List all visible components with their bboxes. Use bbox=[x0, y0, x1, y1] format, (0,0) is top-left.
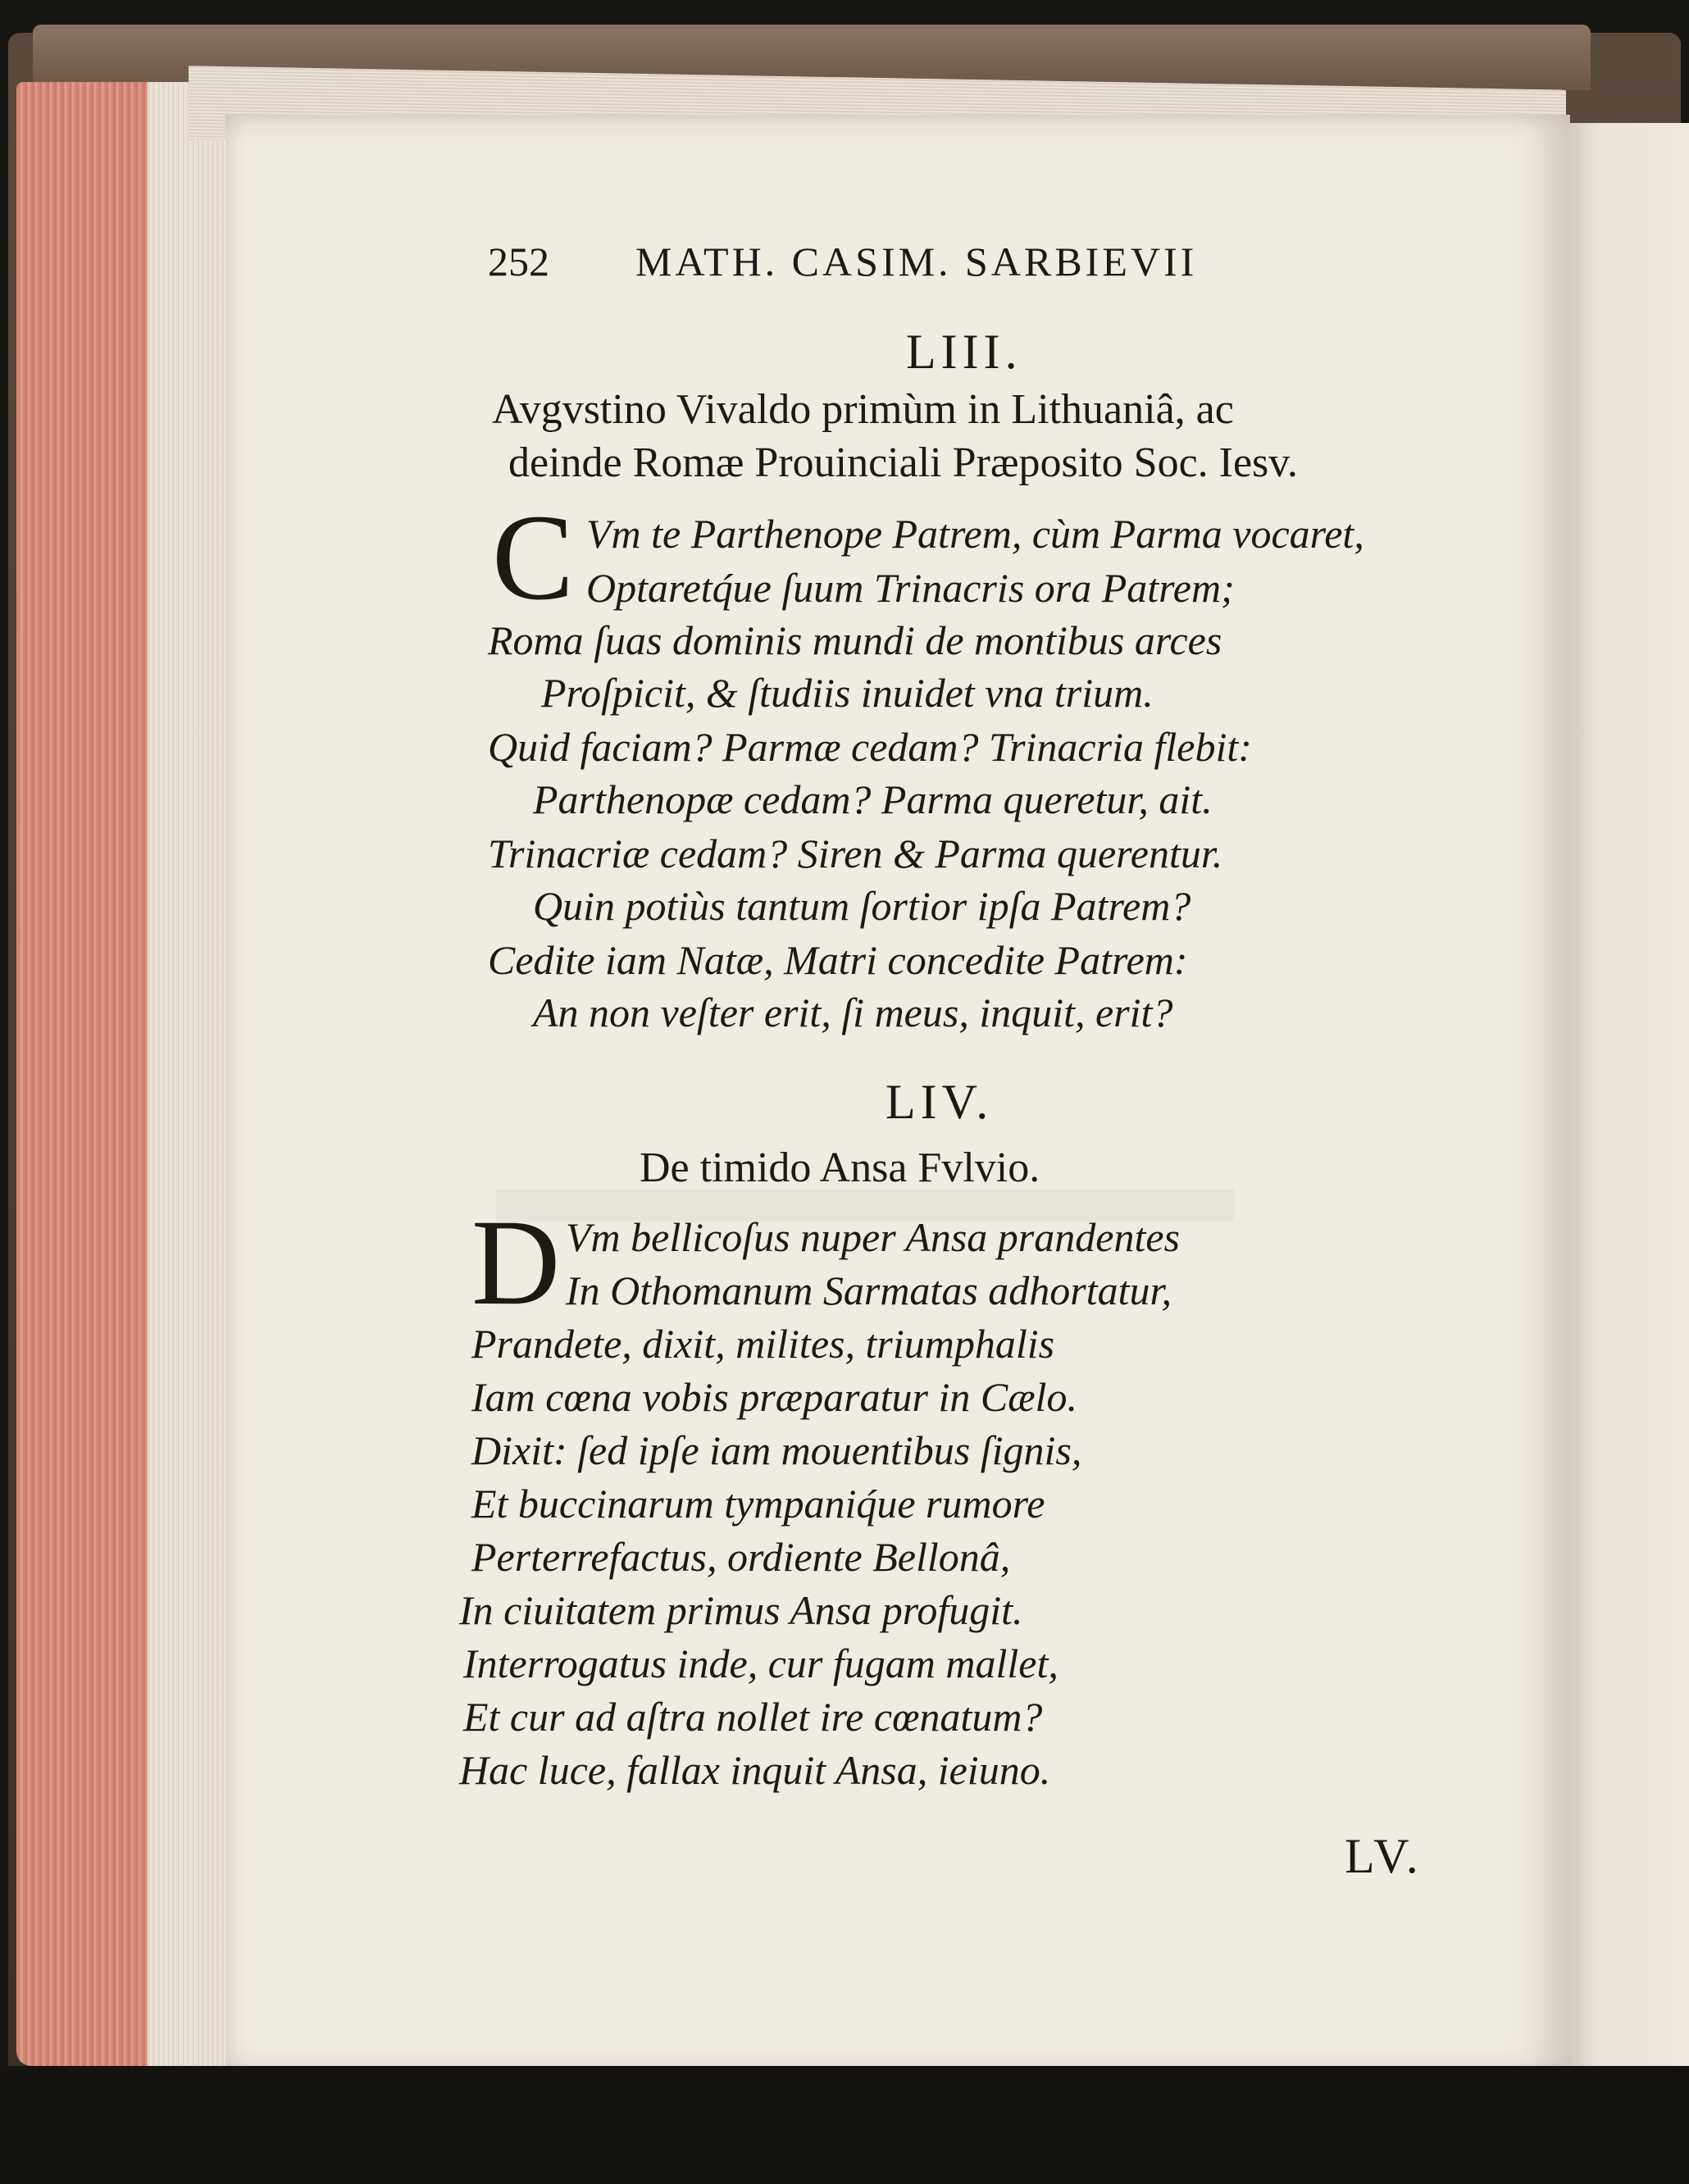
epigram-53-line: Roma ſuas dominis mundi de montibus arces bbox=[488, 617, 1222, 663]
epigram-53-title-line-1: Avgvstino Vivaldo primùm in Lithuaniâ, ac bbox=[492, 386, 1234, 433]
epigram-54-number: LIV. bbox=[885, 1075, 994, 1129]
epigram-54-line: Et buccinarum tympaniq́ue rumore bbox=[471, 1481, 1045, 1527]
epigram-54-line: Et cur ad aſtra nollet ire cœnatum? bbox=[463, 1694, 1043, 1740]
book-page bbox=[225, 115, 1570, 2074]
epigram-54-line: Hac luce, fallax inquit Ansa, ieiuno. bbox=[459, 1747, 1051, 1793]
epigram-54-line: In Othomanum Sarmatas adhortatur, bbox=[566, 1267, 1172, 1313]
epigram-53-line: Quid faciam? Parmæ cedam? Trinacria flebit: bbox=[488, 724, 1252, 770]
epigram-54-line: Dixit: ſed ipſe iam mouentibus ſignis, bbox=[471, 1427, 1082, 1473]
epigram-53-line: Vm te Parthenope Patrem, cùm Parma vocaret, bbox=[586, 511, 1364, 557]
epigram-54-title: De timido Ansa Fvlvio. bbox=[640, 1144, 1040, 1191]
epigram-54-line: In ciuitatem primus Ansa profugit. bbox=[459, 1587, 1023, 1633]
catchword: LV. bbox=[1345, 1829, 1422, 1883]
epigram-53-dropcap: C bbox=[492, 489, 575, 626]
epigram-54-line: Vm bellicoſus nuper Ansa prandentes bbox=[566, 1214, 1180, 1260]
background-shadow bbox=[0, 2066, 1689, 2184]
running-head: MATH. CASIM. SARBIEVII bbox=[635, 239, 1198, 284]
epigram-54-dropcap: D bbox=[471, 1194, 561, 1331]
epigram-54-line: Perterrefactus, ordiente Bellonâ, bbox=[471, 1534, 1011, 1580]
epigram-54-line: Interrogatus inde, cur fugam mallet, bbox=[463, 1640, 1058, 1686]
epigram-53-line: Quin potiùs tantum ſortior ipſa Patrem? bbox=[533, 883, 1191, 929]
epigram-53-number: LIII. bbox=[906, 325, 1022, 379]
epigram-53-title-line-2: deinde Romæ Prouinciali Præposito Soc. Iesv. bbox=[508, 439, 1298, 486]
epigram-53-line: Trinacriæ cedam? Siren & Parma querentur. bbox=[488, 830, 1223, 876]
epigram-54-line: Iam cœna vobis præparatur in Cælo. bbox=[471, 1374, 1077, 1420]
page-number: 252 bbox=[488, 239, 549, 284]
epigram-53-line: Optaretq́ue ſuum Trinacris ora Patrem; bbox=[586, 565, 1235, 611]
epigram-53-line: Parthenopæ cedam? Parma queretur, ait. bbox=[533, 776, 1213, 822]
page-stack bbox=[148, 82, 238, 2066]
epigram-53-line: Cedite iam Natæ, Matri concedite Patrem: bbox=[488, 937, 1188, 983]
epigram-53-line: An non veſter erit, ſi meus, inquit, erit? bbox=[533, 990, 1173, 1035]
epigram-54-line: Prandete, dixit, milites, triumphalis bbox=[471, 1321, 1055, 1367]
facing-page bbox=[1558, 123, 1689, 2066]
epigram-53-line: Proſpicit, & ſtudiis inuidet vna trium. bbox=[541, 670, 1154, 716]
